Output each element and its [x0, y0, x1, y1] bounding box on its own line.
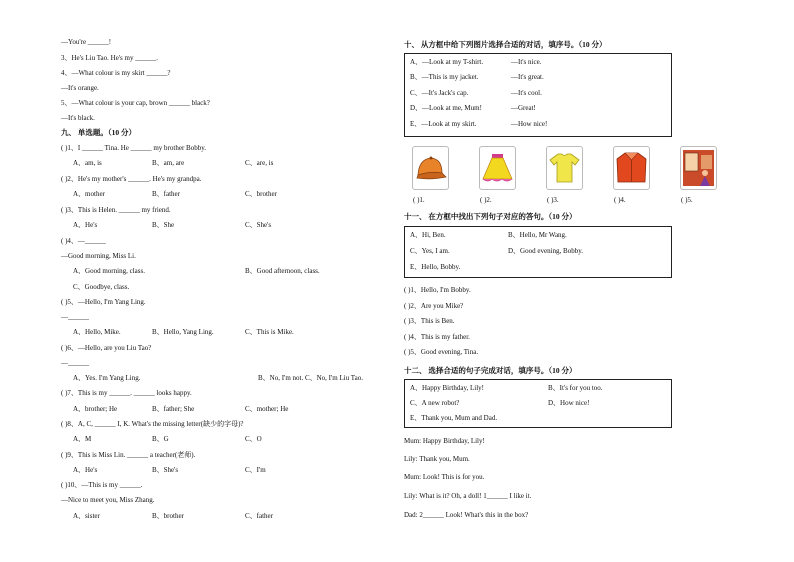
- choice-c: C、—It's Jack's cap.: [410, 89, 469, 97]
- section-9-title: 九、 单选题。（10 分）: [61, 128, 136, 137]
- option-b: B、father: [152, 190, 180, 198]
- question-2: ( )2、He's my mother's ______. He's my grandpa.: [61, 175, 202, 183]
- option-b: B、am, are: [152, 159, 185, 167]
- question-8: ( )8、A, C, ______ I, K. What's the missing letter(缺少的字母)?: [61, 420, 244, 428]
- option-c: C、She's: [245, 221, 272, 229]
- option-b: B、She's: [152, 466, 179, 474]
- option-a: A、M: [73, 435, 92, 443]
- match-question-5: ( )5、Good evening, Tina.: [404, 348, 479, 356]
- dialogue-line-2: Lily: Thank you, Mum.: [404, 455, 470, 463]
- option-a: A、Good morning, class.: [73, 267, 145, 275]
- reply-choices-box: [404, 226, 672, 278]
- question-3: ( )3、This is Helen. ______ my friend.: [61, 206, 171, 214]
- match-question-4: ( )4、This is my father.: [404, 333, 470, 341]
- question-10-reply: —Nice to meet you, Miss Zhang.: [61, 496, 155, 504]
- sentence-c: C、A new robot?: [410, 399, 460, 407]
- question-4-reply: —Good morning, Miss Li.: [61, 252, 136, 260]
- option-c: C、father: [245, 512, 273, 520]
- reply-c: C、Yes, I am.: [410, 247, 450, 255]
- sentence-choices-box: [404, 379, 672, 428]
- question-5-blank: —______: [61, 313, 89, 321]
- choice-e-reply: —How nice!: [511, 120, 548, 128]
- reply-a: A、Hi, Ben.: [410, 231, 446, 239]
- option-b: B、brother: [152, 512, 184, 520]
- exercise-line: 5、—What colour is your cap, brown ______ black?: [61, 99, 210, 107]
- reply-b: B、Hello, Mr Wang.: [508, 231, 567, 239]
- exercise-line: 3、He's Liu Tao. He's my ______.: [61, 54, 158, 62]
- answer-blank-1[interactable]: ( )1.: [413, 196, 425, 204]
- exercise-line: —You're ______!: [61, 38, 112, 46]
- option-c: C、are, is: [245, 159, 274, 167]
- option-a: A、brother; He: [73, 405, 118, 413]
- jacket-picture: [613, 146, 650, 190]
- option-a: A、He's: [73, 466, 98, 474]
- section-11-title: 十一、 在方框中找出下列句子对应的答句。（10 分）: [404, 212, 577, 221]
- cap-picture: [412, 146, 449, 190]
- choice-b: B、—This is my jacket.: [410, 73, 479, 81]
- dialogue-line-4: Lily: What is it? Oh, a doll! 1______ I like it.: [404, 492, 532, 500]
- option-b: B、Hello, Yang Ling.: [152, 328, 214, 336]
- dialogue-line-3: Mum: Look! This is for you.: [404, 473, 485, 481]
- choice-a-reply: —It's nice.: [511, 58, 542, 66]
- sentence-b: B、It's for you too.: [548, 384, 603, 392]
- option-a: A、mother: [73, 190, 105, 198]
- dialogue-choices-box: [404, 53, 672, 137]
- sentence-a: A、Happy Birthday, Lily!: [410, 384, 485, 392]
- tshirt-picture: [546, 146, 583, 190]
- question-6-blank: —______: [61, 359, 89, 367]
- answer-blank-4[interactable]: ( )4.: [614, 196, 626, 204]
- match-question-1: ( )1、Hello, I'm Bobby.: [404, 286, 471, 294]
- answer-blank-5[interactable]: ( )5.: [681, 196, 693, 204]
- question-6: ( )6、—Hello, are you Liu Tao?: [61, 344, 152, 352]
- question-7: ( )7、This is my ______. ______ looks happy.: [61, 389, 192, 397]
- choice-b-reply: —It's great.: [511, 73, 544, 81]
- skirt-picture: [479, 146, 516, 190]
- option-b: B、father; She: [152, 405, 195, 413]
- question-1: ( )1、I ______ Tina. He ______ my brother Bobby.: [61, 144, 206, 152]
- sentence-d: D、How nice!: [548, 399, 590, 407]
- option-a: A、Hello, Mike.: [73, 328, 121, 336]
- section-10-title: 十、 从方框中给下列图片选择合适的对话，填序号。（10 分）: [404, 40, 607, 49]
- option-a: A、He's: [73, 221, 98, 229]
- dialogue-line-1: Mum: Happy Birthday, Lily!: [404, 437, 485, 445]
- match-question-3: ( )3、This is Ben.: [404, 317, 455, 325]
- option-b: B、Good afternoon, class.: [245, 267, 320, 275]
- option-b: B、No, I'm not. C、No, I'm Liu Tao.: [258, 374, 363, 382]
- option-c: C、mother; He: [245, 405, 289, 413]
- reply-d: D、Good evening, Bobby.: [508, 247, 583, 255]
- answer-blank-2[interactable]: ( )2.: [480, 196, 492, 204]
- option-c: C、This is Mike.: [245, 328, 294, 336]
- girl-mirror-picture: [680, 146, 717, 190]
- question-5: ( )5、—Hello, I'm Yang Ling.: [61, 298, 146, 306]
- choice-a: A、—Look at my T-shirt.: [410, 58, 484, 66]
- question-9: ( )9、This is Miss Lin. ______ a teacher(老师).: [61, 451, 196, 459]
- option-c: C、Goodbye, class.: [73, 283, 130, 291]
- option-a: A、am, is: [73, 159, 102, 167]
- option-c: C、I'm: [245, 466, 266, 474]
- dialogue-line-5: Dad: 2______ Look! What's this in the box?: [404, 511, 529, 519]
- choice-d: D、—Look at me, Mum!: [410, 104, 482, 112]
- section-12-title: 十二、 选择合适的句子完成对话，填序号。（10 分）: [404, 366, 577, 375]
- option-a: A、sister: [73, 512, 100, 520]
- option-b: B、G: [152, 435, 169, 443]
- option-c: C、O: [245, 435, 262, 443]
- choice-e: E、—Look at my skirt.: [410, 120, 477, 128]
- sentence-e: E、Thank you, Mum and Dad.: [410, 414, 498, 422]
- exercise-line: —It's black.: [61, 114, 95, 122]
- reply-e: E、Hello, Bobby.: [410, 263, 461, 271]
- exercise-line: 4、—What colour is my skirt ______?: [61, 69, 171, 77]
- option-c: C、brother: [245, 190, 277, 198]
- exercise-line: —It's orange.: [61, 84, 99, 92]
- answer-blank-3[interactable]: ( )3.: [547, 196, 559, 204]
- choice-c-reply: —It's cool.: [511, 89, 542, 97]
- choice-d-reply: —Great!: [511, 104, 536, 112]
- option-a: A、Yes. I'm Yang Ling.: [73, 374, 141, 382]
- option-b: B、She: [152, 221, 175, 229]
- question-10: ( )10、—This is my ______.: [61, 481, 143, 489]
- match-question-2: ( )2、Are you Mike?: [404, 302, 464, 310]
- question-4: ( )4、—______: [61, 237, 106, 245]
